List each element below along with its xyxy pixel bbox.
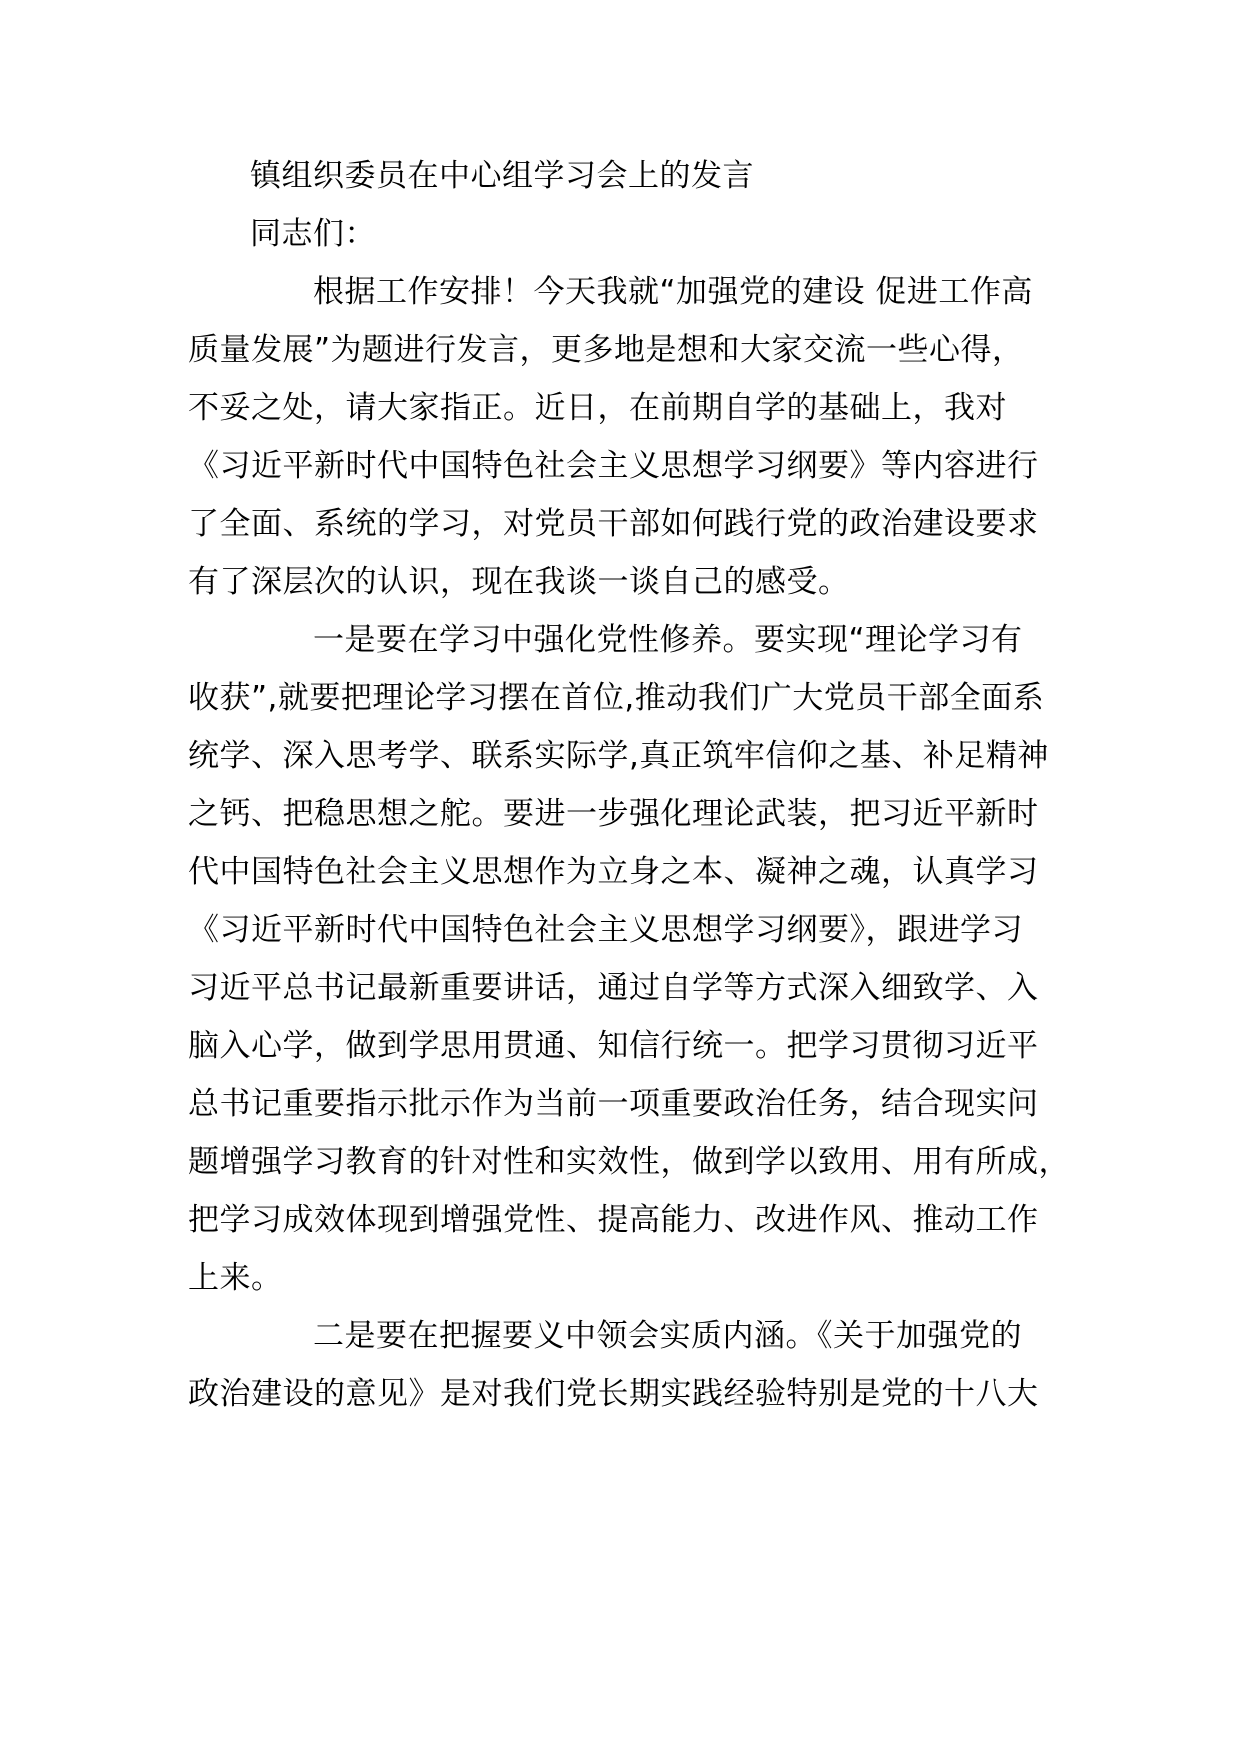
- paragraph-line: 《习近平新时代中国特色社会主义思想学习纲要》等内容进行: [188, 448, 1039, 484]
- paragraph-line: 政治建设的意见》是对我们党长期实践经验特别是党的十八大: [188, 1376, 1039, 1412]
- paragraph-line: 代中国特色社会主义思想作为立身之本、凝神之魂，认真学习: [188, 854, 1039, 890]
- paragraph-line: 《习近平新时代中国特色社会主义思想学习纲要》，跟进学习: [188, 912, 1023, 948]
- paragraph-line: 了全面、系统的学习，对党员干部如何践行党的政治建设要求: [188, 506, 1039, 542]
- paragraph-line: 一是要在学习中强化党性修养。要实现“理论学习有: [313, 622, 1023, 658]
- paragraph-line: 习近平总书记最新重要讲话，通过自学等方式深入细致学、入: [188, 970, 1039, 1006]
- paragraph-line: 不妥之处，请大家指正。近日，在前期自学的基础上，我对: [188, 390, 1007, 426]
- paragraph-line: 把学习成效体现到增强党性、提高能力、改进作风、推动工作: [188, 1202, 1039, 1238]
- salutation: 同志们：: [250, 216, 376, 252]
- paragraph-line: 根据工作安排！今天我就“加强党的建设 促进工作高: [313, 274, 1033, 310]
- paragraph-line: 脑入心学，做到学思用贯通、知信行统一。把学习贯彻习近平: [188, 1028, 1039, 1064]
- paragraph-line: 统学、深入思考学、联系实际学,真正筑牢信仰之基、补足精神: [188, 738, 1049, 774]
- paragraph-line: 收获”,就要把理论学习摆在首位,推动我们广大党员干部全面系: [188, 680, 1045, 716]
- document-title: 镇组织委员在中心组学习会上的发言: [250, 158, 754, 194]
- paragraph-line: 题增强学习教育的针对性和实效性，做到学以致用、用有所成，: [188, 1144, 1070, 1180]
- paragraph-line: 上来。: [188, 1260, 283, 1296]
- paragraph-line: 质量发展”为题进行发言，更多地是想和大家交流一些心得，: [188, 332, 1024, 368]
- paragraph-line: 二是要在把握要义中领会实质内涵。《关于加强党的: [313, 1318, 1022, 1354]
- paragraph-line: 之钙、把稳思想之舵。要进一步强化理论武装，把习近平新时: [188, 796, 1039, 832]
- paragraph-line: 总书记重要指示批示作为当前一项重要政治任务，结合现实问: [188, 1086, 1039, 1122]
- paragraph-line: 有了深层次的认识，现在我谈一谈自己的感受。: [188, 564, 850, 600]
